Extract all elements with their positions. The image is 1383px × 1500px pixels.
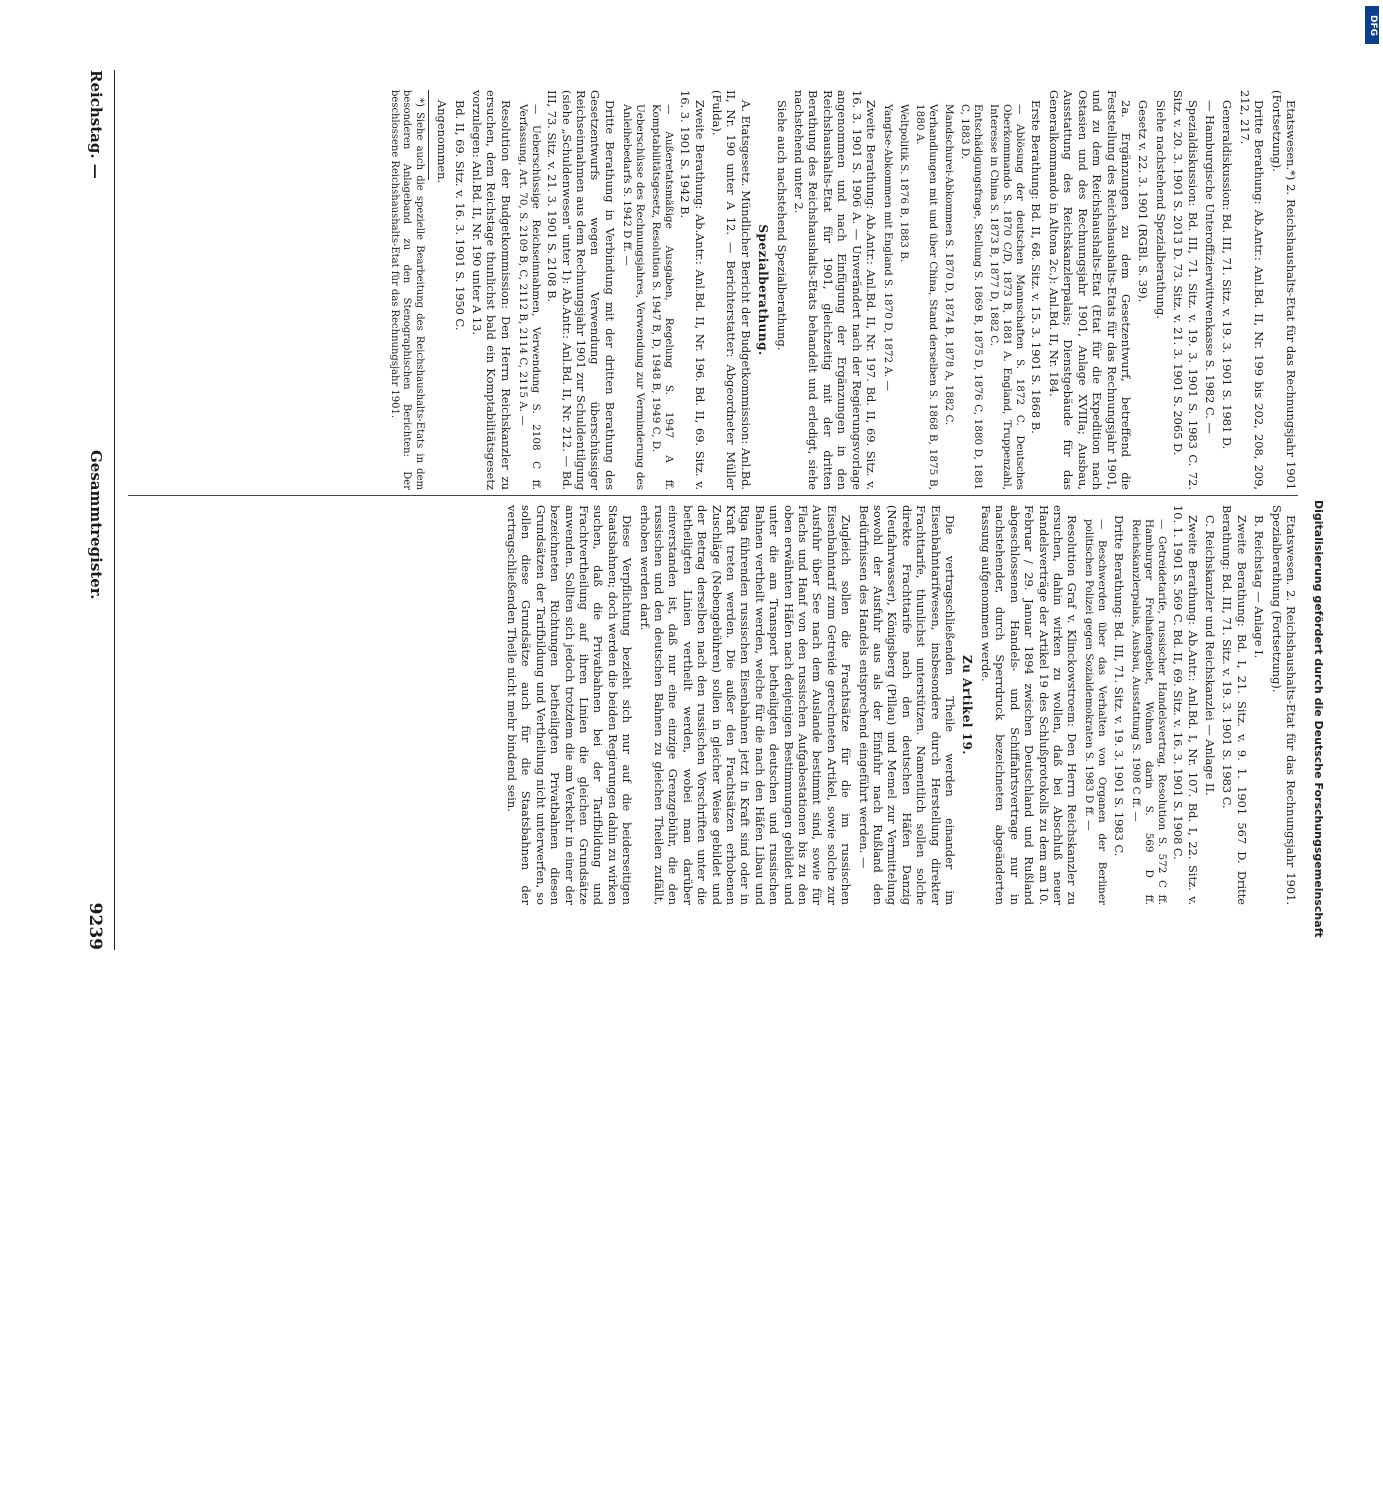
digitization-note: Digitalisierung gefördert durch die Deutsche Forschungsgemeinschaft — [1312, 500, 1325, 938]
left-column-entry: — Hamburgische Unteroffizierwittwenkasse S. 1982 C. — — [1202, 100, 1217, 434]
left-column-entry: Angenommen. — [435, 100, 450, 184]
header-center: Gesammtregister. — [87, 450, 105, 600]
left-column-entry: Zweite Berathung: Ab.Antr.: Anl.Bd. II, Nr. 197. Bd. II, 69. Sitz. v. 16. 3. 1901 S. 1906 A. — Unverändert nach der Regierungsvorlage angenommen und nach Einfügung der Ergänzungen in den Reichshaushalts-Etat für 1901, gleichzeitig mit der dritten Berathung des Reichshaushalts-Etats behandelt und erledigt, siehe nachstehend unter 2. — [792, 90, 879, 490]
header-rule — [114, 70, 115, 950]
page-number: 9239 — [85, 902, 105, 950]
right-column-entry: B. Reichstag — Anlage I. — [1252, 515, 1267, 659]
left-column-entry: Zweite Berathung: Ab.Antr.: Anl.Bd. II, Nr. 196. Bd. II, 69. Sitz. v. 16. 3. 1901 S. 1942 B. — [678, 90, 707, 490]
right-column-entry: Zweite Berathung: Bd. I, 21. Sitz. v. 9. 1. 1901 567 D. Dritte Berathung: Bd. III, 71. Sitz. v. 19. 3. 1901 S. 1983 C. — [1220, 505, 1249, 905]
left-column-entry: Dritte Berathung in Verbindung mit der dritten Berathung des Gesetzentwurfs wegen Verwendung überschüssiger Reichseinnahmen aus dem Rechnungsjahr 1901 zur Schuldentilgung (siehe „Schuldenwesen" unter 1): Ab.Antr.: Anl.Bd. II, Nr. 212. — Bd. III, 73. Sitz. v. 21. 3. 1901 S. 2108 B. — [545, 90, 617, 490]
right-column-entry: Resolution Graf v. Klinckowstroem: Den Herrn Reichskanzler zu ersuchen, dahin wirken zu wollen, daß bei Abschluß neuer Handelsverträge der Artikel 19 des Schlußprotokolls zu dem am 10. Februar / 29. Januar 1894 zwischen Deutschland und Rußland abgeschlossenen Handels- und Schiffahrtsvertrage nur in nachstehender, durch Sperrdruck bezeichneten abgeänderten Fassung aufgenommen werde. — [978, 505, 1080, 905]
footnote: *) Siehe auch die spezielle Bearbeitung des Reichshaushalts-Etats in dem besonderen Anlageband zu den Stenographischen Berichten: Der beschlossene Reichshaushalts-Etat für das Rechnungsjahr 1901. — [388, 90, 425, 490]
left-column — [128, 90, 1298, 490]
left-column-subentry: Weltpolitik S. 1876 B, 1883 B. — [898, 104, 911, 263]
left-column-entry: Siehe auch nachstehend Spezialberathung. — [774, 100, 789, 351]
left-column-subentry: Mandschurei-Abkommen S. 1870 D, 1874 B, 1878 A, 1882 C. — [943, 104, 956, 426]
right-column — [128, 505, 1298, 905]
left-column-entry: Bd. II, 69. Sitz. v. 16. 3. 1901 S. 1950 C. — [452, 100, 467, 331]
left-column-entry: Erste Berathung: Bd. II, 68. Sitz. v. 15. 3. 1901 S. 1868 B. — [1029, 100, 1044, 434]
right-column-entry: Die vertragschließenden Theile werden einander im Eisenbahntarifwesen, insbesondere durch Herstellung direkter Frachttarife, thunlichst unterstützen. Namentlich sollen solche direkte Frachttarife nach den deutschen Häfen Danzig (Neufahrwasser), Königsberg (Pillau) und Memel zur Vermittelung sowohl der Ausfuhr aus als der Einfuhr nach Rußland den Bedürfnissen des Handels entsprechend eingeführt werden. — — [856, 505, 958, 905]
right-column-entry: Dritte Berathung: Bd. III, 71. Sitz. v. 19. 3. 1901 S. 1983 C. — [1111, 515, 1126, 857]
column-divider — [128, 495, 1298, 496]
right-column-entry: Diese Verpflichtung bezieht sich nur auf die beiderseitigen Staatsbahnen; doch werden die beiden Regierungen dahin zu wirken suchen, daß die Privatbahnen bei der Tarifbildung und Frachtvertheilung auf ihren Linien die gleichen Grundsätze anwenden. Sollten sich jedoch trotzdem die am Verkehr in einer der bezeichneten Richtungen betheiligten Privatbahnen diesen Grundsätzen der Tarifbildung und Vertheilung nicht unterwerfen, so sollen diese Grundsätze auch für die Staatsbahnen der vertragschließenden Theile nicht mehr bindend sein. — [504, 505, 635, 905]
right-column-subentry: — Getreidetarife, russischer Handelsvertrag, Resolution S. 572 C ff. Hamburger Freihafengebiet, Wohnen darin S. 569 D ff. Reichskanzlerpalais, Ausbau, Ausstattung S. 1908 C ff. — — [1129, 519, 1168, 905]
left-column-entry: Dritte Berathung: Ab.Antr.: Anl.Bd. II, Nr. 199 bis 202, 208, 209, 212, 217. — [1237, 90, 1267, 490]
left-column-subentry: Yangtse-Abkommen mit England S. 1870 D, 1872 A. — — [882, 104, 895, 391]
left-column-entry: 2a. Ergänzungen zu dem Gesetzentwurf, betreffend die Feststellung des Reichshaushalts-Etats für das Rechnungsjahr 1901, und zu dem Reichshaushalts-Etat (Etat für die Expedition nach Ostasien und des Rechnungsjahr 1901, Anlage XVIIIa; Ausbau, Ausstattung des Reichskanzlerpalais; Dienstgebäude für das Generalkommando in Altona 2c.): Anl.Bd. II, Nr. 184. — [1046, 90, 1133, 490]
right-column-heading: Zu Artikel 19. — [960, 655, 975, 755]
right-column-entry: Etatswesen. 2. Reichshaushalts-Etat für das Rechnungsjahr 1901. Spezialberathung (Fortsetzung). — [1269, 505, 1298, 905]
left-column-entry: Generaldiskussion: Bd. III, 71. Sitz. v. 19. 3. 1901 S. 1981 D. — [1220, 100, 1235, 450]
left-column-heading: Spezialberathung. — [756, 224, 771, 356]
left-column-entry: A. Etatsgesetz. Mündlicher Bericht der Budgetkommission: Anl.Bd. II, Nr. 190 unter A 12. — Berichterstatter: Abgeordneter Müller (Fulda). — [710, 90, 753, 490]
right-column-entry: Zugleich sollen die Frachtsätze für die im russischen Eisenbahntarif zum Getreide gerechneten Artikel, sowie solche zur Ausfuhr über See nach dem Auslande bestimmt sind, sowie für Flachs und Hanf von den russischen Aufgabestationen bis zu den oben erwähnten Häfen nach denjenigen Bestimmungen gebildet und unter die am Transport betheiligten deutschen und russischen Bahnen vertheilt werden, welche für die nach den Häfen Libau und Riga führenden russischen Eisenbahnen jetzt in Kraft sind oder in Kraft treten werden. Die außer den Frachtsätzen erhobenen Zuschläge (Nebengebühren) sollen in gleicher Weise gebildet und der Betrag derselben nach den russischen Vorschriften unter die betheiligten Linien vertheilt werden, wobei man darüber einverstanden ist, daß nur eine einzige Grenzgebühr, die den russischen und den deutschen Bahnen zu gleichen Theilen zufällt, erhoben werden darf. — [637, 505, 854, 905]
right-column-entry: C. Reichskanzler und Reichskanzlei — Anlage II. — [1202, 515, 1217, 796]
dfg-logo: DFG — [1365, 6, 1379, 44]
right-column-subentry: — Beschwerden über das Verhalten von Organen der Berliner politischen Polizei gegen Sozialdemokraten S. 1983 D ff. — — [1083, 519, 1109, 905]
left-column-entry: Siehe nachstehend Spezialberathung. — [1153, 100, 1168, 319]
left-column-entry: Spezialdiskussion: Bd. III, 71. Sitz. v. 19. 3. 1901 S. 1983 C. 72. Sitz. v. 20. 3. 1901 S. 2013 D. 73. Sitz. v. 21. 3. 1901 S. 2065 D. — [1171, 90, 1200, 490]
left-column-subentry: Entschädigungsfrage, Stellung S. 1869 B, 1875 D, 1876 C, 1880 D, 1881 C, 1883 D. — [959, 104, 985, 490]
left-column-entry: Gesetz v. 22. 3. 1901 (RGBl. S. 39). — [1136, 100, 1151, 303]
header-left: Reichstag. — — [87, 70, 105, 179]
left-column-entry: Resolution der Budgetkommission: Den Herrn Reichskanzler zu ersuchen, dem Reichstage thunlichst bald ein Komptabilitätsgesetz vorzulegen: Anl.Bd. II, Nr. 190 unter A 13. — [469, 90, 513, 490]
page-header — [75, 70, 105, 950]
left-column-subentry: — Ueberschüssige Reichseinnahmen, Verwendung S. 2108 C ff. Verfassung, Art. 70, S. 2109 B, C, 2112 B, 2114 C, 2115 A. — — [516, 104, 542, 490]
footnote-rule — [428, 90, 429, 180]
right-column-entry: Zweite Berathung: Ab.Antr.: Anl.Bd. I, Nr. 107. Bd. I, 22. Sitz. v. 10. 1. 1901 S. 569 C. Bd. II, 69. Sitz. v. 16. 3. 1901 S. 1908 C. — [1171, 505, 1200, 905]
left-column-subentry: Ueberschüsse des Rechnungsjahres, Verwendung zur Verminderung des Anleihebedarfs S. 1942 D ff. — — [620, 104, 646, 490]
left-column-entry: Etatswesen.*) 2. Reichshaushalts-Etat für das Rechnungsjahr 1901 (Fortsetzung). — [1269, 90, 1298, 490]
left-column-subentry: — Außeretatsmäßige Ausgaben, Regelung S. 1947 A ff. Komptabilitätsgesetz, Resolution S. 1947 B, D, 1948 B, 1949 C, D. — [649, 104, 675, 490]
left-column-subentry: — Ablösung der deutschen Mannschaften S. 1872 C. Deutsches Oberkommando S. 1870 C/D, 1873 B, 1881 A. England, Truppenzahl, Interesse in China S. 1873 B, 1877 D, 1882 C. — [988, 104, 1027, 490]
left-column-subentry: Verhandlungen mit und über China, Stand derselben S. 1868 B, 1875 B, 1880 A. — [914, 104, 940, 490]
